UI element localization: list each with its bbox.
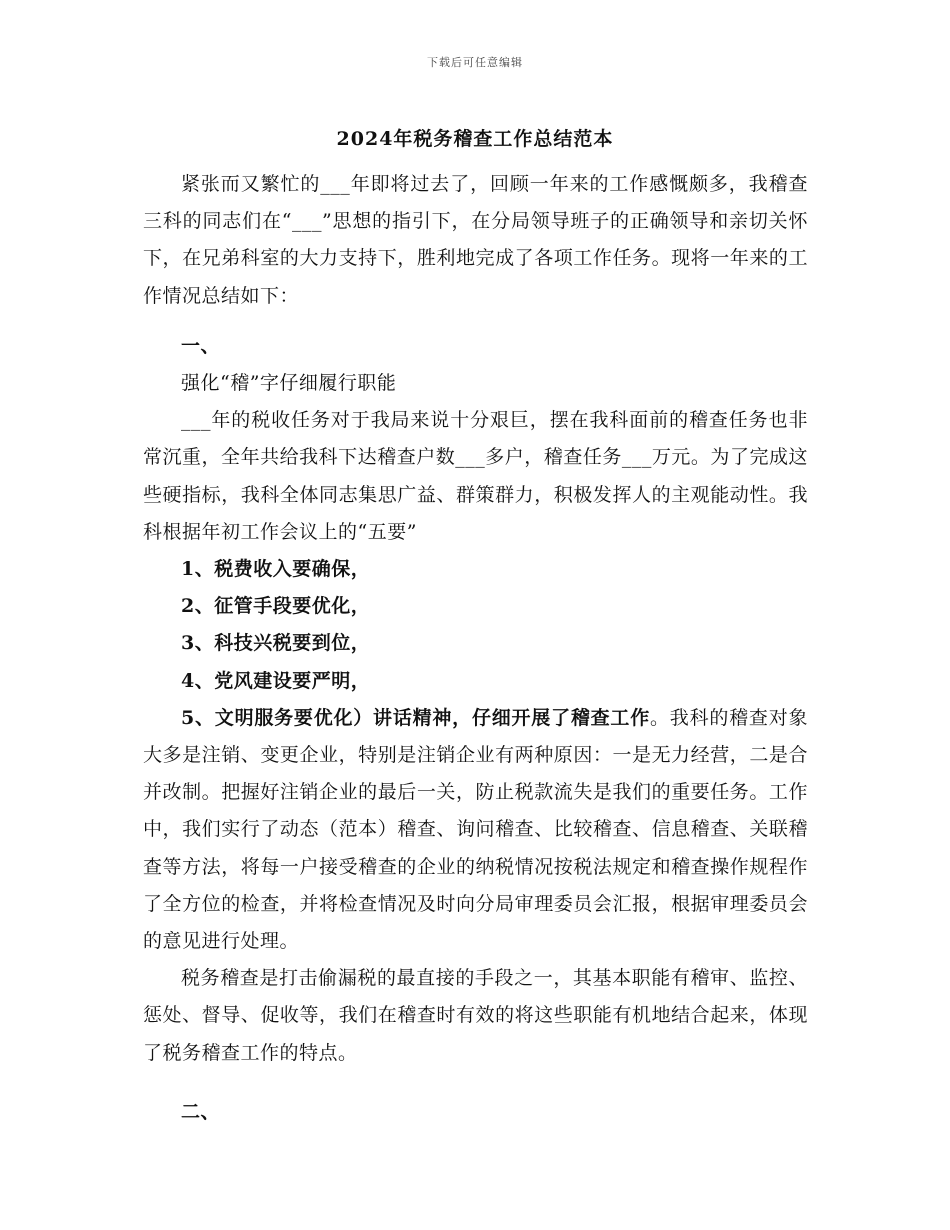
intro-paragraph: 紧张而又繁忙的___年即将过去了，回顾一年来的工作感慨颇多，我稽查三科的同志们在“___”思想的指引下，在分局领导班子的正确领导和亲切关怀下，在兄弟科室的大力支持下，胜利地完成了各项工作任务。现将一年来的工作情况总结如下： xyxy=(143,173,808,307)
list-item: 4、党风建设要严明， xyxy=(181,669,371,692)
list-item: 2、征管手段要优化， xyxy=(181,595,371,618)
document-title: 2024年税务稽查工作总结范本 xyxy=(336,128,614,150)
list-item-5-paragraph xyxy=(143,700,808,960)
list-item-5-bold: 5、文明服务要优化）讲话精神，仔细开展了稽查工作 xyxy=(181,706,650,729)
page-header-note: 下载后可任意编辑 xyxy=(427,56,523,69)
list-item: 3、科技兴税要到位， xyxy=(181,632,371,655)
document-body xyxy=(143,166,808,1131)
list-item-5-text: 。我科的稽查对象大多是注销、变更企业，特别是注销企业有两种原因：一是无力经营，二是合并改制。把握好注销企业的最后一关，防止税款流失是我们的重要任务。工作中，我们实行了动态（范本）稽查、询问稽查、比较稽查、信息稽查、关联稽查等方法，将每一户接受稽查的企业的纳税情况按税法规定和稽查操作规程作了全方位的检查，并将检查情况及时向分局审理委员会汇报，根据审理委员会的意见进行处理。 xyxy=(143,706,808,953)
section-1-paragraph: ___年的税收任务对于我局来说十分艰巨，摆在我科面前的稽查任务也非常沉重，全年共给我科下达稽查户数___多户，稽查任务___万元。为了完成这些硬指标，我科全体同志集思广益、群策群力，积极发挥人的主观能动性。我科根据年初工作会议上的“五要” xyxy=(143,409,808,543)
section-1-heading: 一、 xyxy=(181,334,221,357)
list-item: 1、税费收入要确保， xyxy=(181,558,371,581)
section-1-closing-paragraph: 税务稽查是打击偷漏税的最直接的手段之一，其基本职能有稽审、监控、惩处、督导、促收等，我们在稽查时有效的将这些职能有机地结合起来，体现了税务稽查工作的特点。 xyxy=(143,967,808,1064)
section-1-subtitle: 强化“稽”字仔细履行职能 xyxy=(181,372,397,395)
section-2-heading: 二、 xyxy=(181,1100,221,1123)
